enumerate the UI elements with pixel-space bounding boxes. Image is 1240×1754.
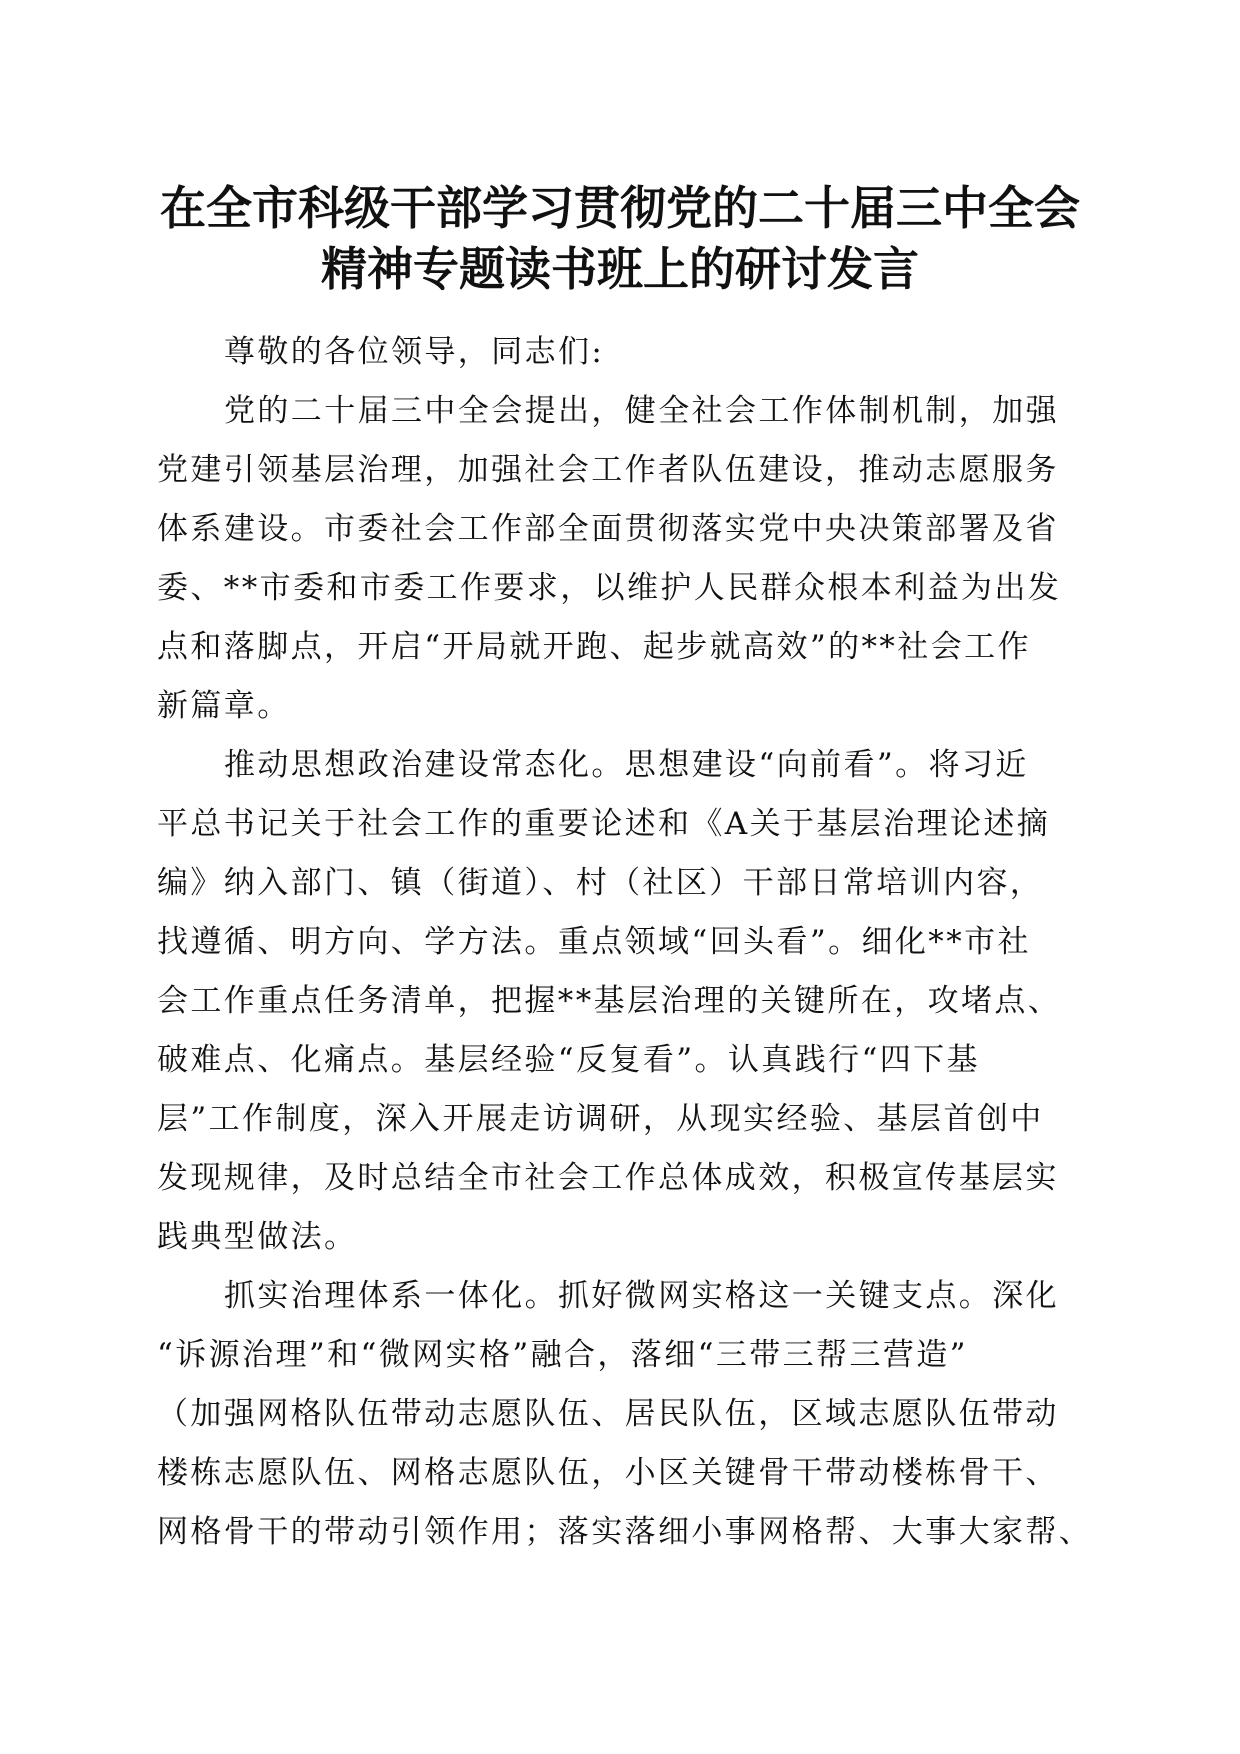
paragraph-line: 找遵循、明方向、学方法。重点领域“回头看”。细化**市社 <box>157 924 1031 960</box>
paragraph-line: 践典型做法。 <box>157 1219 358 1255</box>
paragraph-line: 会工作重点任务清单，把握**基层治理的关键所在，攻堵点、 <box>157 983 1062 1019</box>
paragraph <box>157 382 1087 736</box>
paragraph-line: 破难点、化痛点。基层经验“反复看”。认真践行“四下基 <box>157 1042 980 1078</box>
salutation-paragraph <box>157 323 1087 382</box>
paragraph-line: 体系建设。市委社会工作部全面贯彻落实党中央决策部署及省 <box>157 511 1059 547</box>
paragraph-line: 推动思想政治建设常态化。思想建设“向前看”。将习近 <box>224 747 1029 783</box>
paragraph-line: 委、**市委和市委工作要求，以维护人民群众根本利益为出发 <box>157 570 1062 606</box>
paragraph <box>157 1267 1093 1562</box>
paragraph-line: 点和落脚点，开启“开局就开跑、起步就高效”的**社会工作 <box>157 629 1031 665</box>
paragraph-line: 抓实治理体系一体化。抓好微网实格这一关键支点。深化 <box>224 1278 1059 1314</box>
paragraph-line: 党建引领基层治理，加强社会工作者队伍建设，推动志愿服务 <box>157 452 1059 488</box>
paragraph-line: 发现规律，及时总结全市社会工作总体成效，积极宣传基层实 <box>157 1160 1059 1196</box>
paragraph-line: 平总书记关于社会工作的重要论述和《A关于基层治理论述摘 <box>157 806 1051 842</box>
title-line: 精神专题读书班上的研讨发言 <box>321 242 919 296</box>
paragraph-line: 编》纳入部门、镇（街道）、村（社区）干部日常培训内容， <box>157 865 1044 901</box>
paragraph-line: “诉源治理”和“微网实格”融合，落细“三带三帮三营造” <box>157 1337 968 1373</box>
paragraph-line: （加强网格队伍带动志愿队伍、居民队伍，区域志愿队伍带动 <box>157 1396 1059 1432</box>
paragraph-line: 尊敬的各位领导，同志们: <box>224 334 605 370</box>
document-title <box>100 178 1140 300</box>
paragraph-line: 党的二十届三中全会提出，健全社会工作体制机制，加强 <box>224 393 1059 429</box>
paragraph-line: 新篇章。 <box>157 688 291 724</box>
paragraph <box>157 736 1087 1267</box>
paragraph-line: 层”工作制度，深入开展走访调研，从现实经验、基层首创中 <box>157 1101 1044 1137</box>
paragraph-line: 楼栋志愿队伍、网格志愿队伍，小区关键骨干带动楼栋骨干、 <box>157 1455 1059 1491</box>
paragraph-line: 网格骨干的带动引领作用；落实落细小事网格帮、大事大家帮、 <box>157 1514 1093 1550</box>
title-line: 在全市科级干部学习贯彻党的二十届三中全会 <box>160 181 1080 235</box>
document-body <box>157 323 1093 1562</box>
